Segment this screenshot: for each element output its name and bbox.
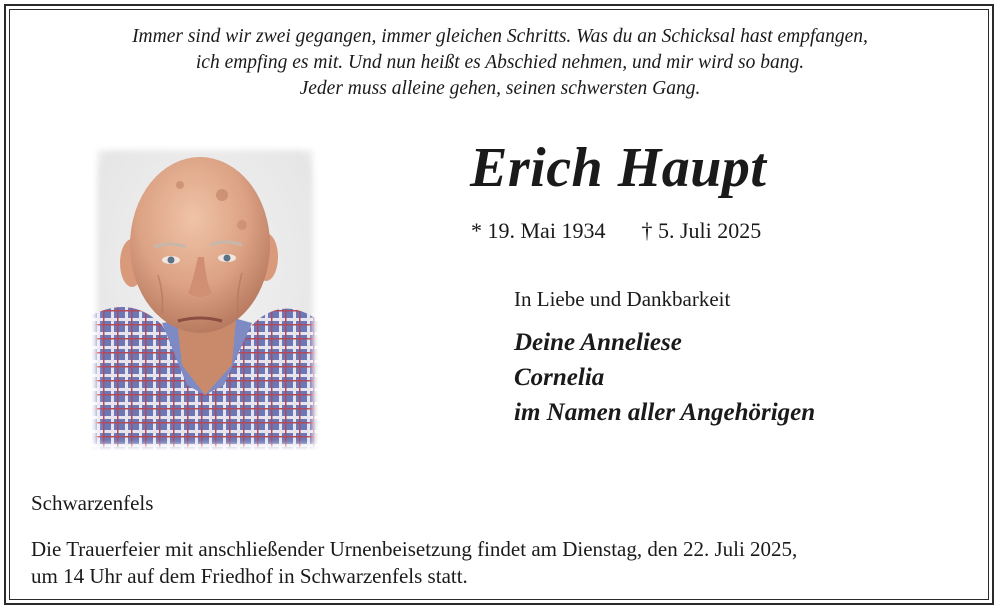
- funeral-notice: [31, 536, 981, 590]
- life-dates: [471, 218, 761, 244]
- poem-line: Jeder muss alleine gehen, seinen schwersten Gang.: [299, 78, 701, 99]
- place-name: Schwarzenfels: [31, 491, 154, 515]
- poem-line: Immer sind wir zwei gegangen, immer gleichen Schritts. Was du an Schicksal hast empfangen,: [132, 26, 868, 47]
- signer: Deine Anneliese: [514, 329, 682, 356]
- signer: im Namen aller Angehörigen: [514, 399, 816, 426]
- signer: Cornelia: [514, 364, 605, 391]
- signers: [514, 325, 815, 430]
- death-date: † 5. Juli 2025: [641, 218, 762, 243]
- deceased-name: Erich Haupt: [470, 137, 767, 199]
- portrait-photo: [92, 145, 318, 450]
- birth-date: * 19. Mai 1934: [471, 218, 606, 243]
- notice-line: Die Trauerfeier mit anschließender Urnenbeisetzung findet am Dienstag, den 22. Juli 2025,: [31, 537, 798, 561]
- portrait-illustration: [92, 145, 318, 450]
- poem: [20, 24, 980, 102]
- greeting: In Liebe und Dankbarkeit: [514, 287, 731, 311]
- poem-line: ich empfing es mit. Und nun heißt es Abschied nehmen, und mir wird so bang.: [195, 52, 805, 73]
- notice-line: um 14 Uhr auf dem Friedhof in Schwarzenfels statt.: [31, 564, 468, 588]
